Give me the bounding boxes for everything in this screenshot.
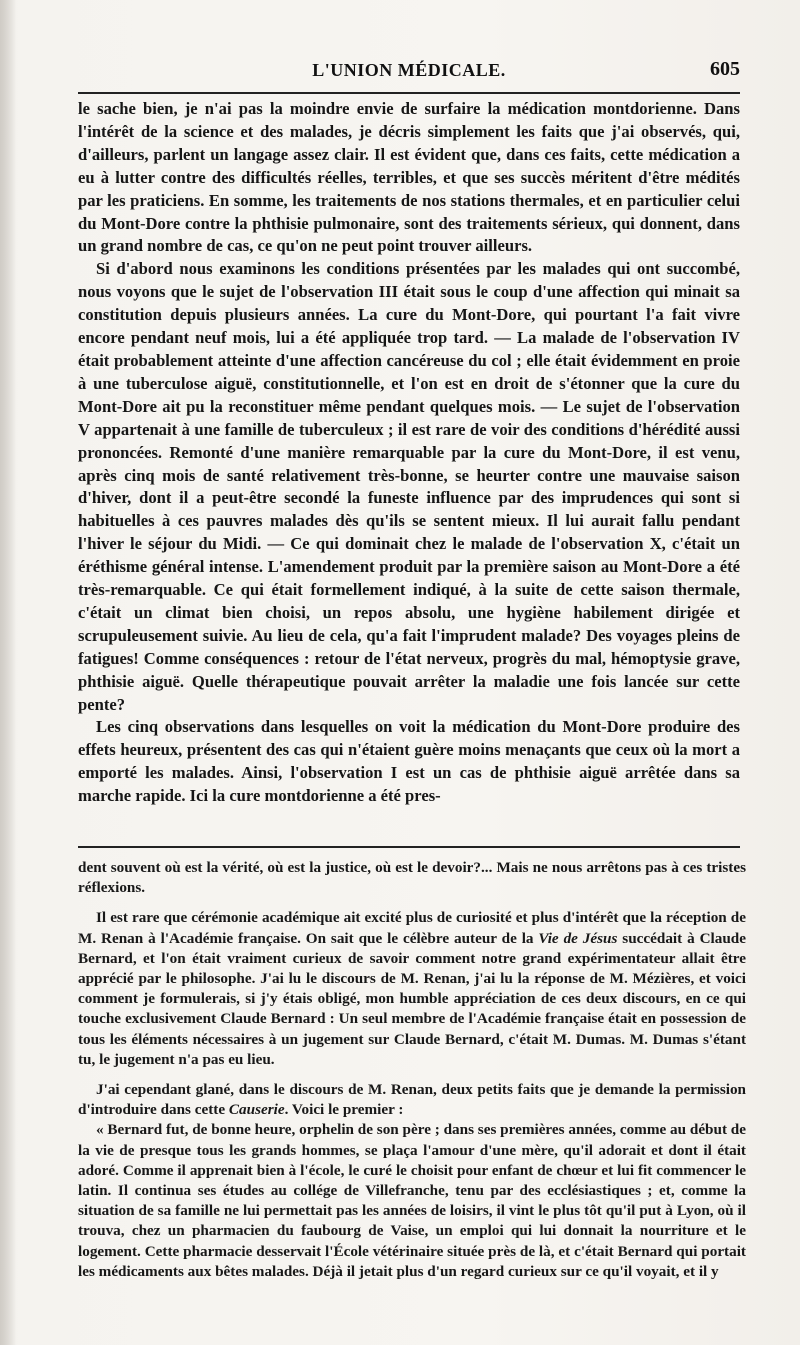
- article-paragraph-3: Les cinq observations dans lesquelles on voit la médication du Mont-Dore produire des effets heureux, présentent des cas qui n'étaient guère moins menaçants que ceux où la mort a emporté les malades. Ainsi, l'observation I est un cas de phthisie aiguë arrêtée dans sa marche rapide. Ici la cure montdorienne a été pres-: [78, 717, 740, 806]
- article-paragraph-2: Si d'abord nous examinons les conditions présentées par les malades qui ont succombé, nous voyons que le sujet de l'observation III était sous le coup d'une affection qui minait sa constitution depuis plusieurs années. La cure du Mont-Dore, qui pourtant l'a fait vivre encore pendant neuf mois, lui a été appliquée trop tard. — La malade de l'observation IV était probablement atteinte d'une affection cancéreuse du col ; elle était évidemment en proie à une tuberculose aiguë, constitutionnelle, et l'on est en droit de s'étonner que la cure du Mont-Dore ait pu la reconstituer même pendant quelques mois. — Le sujet de l'observation V appartenait à une famille de tuberculeux ; il est rare de voir des conditions d'hérédité aussi prononcées. Remonté d'une manière remarquable par la cure du Mont-Dore, il est venu, après cinq mois de santé relativement très-bonne, se heurter contre une mauvaise saison d'hiver, dont il a peut-être secondé la funeste influence par des imprudences qui sont si habituelles à ces pauvres malades dès qu'ils se sentent mieux. Il lui aurait fallu pendant l'hiver le séjour du Midi. — Ce qui dominait chez le malade de l'observation X, c'était un éréthisme général intense. L'amendement produit par la première saison au Mont-Dore a été très-remarquable. Ce qui était formellement indiqué, à la suite de cette saison thermale, c'était un climat bien choisi, un repos absolu, une hygiène habilement dirigée et scrupuleusement suivie. Au lieu de cela, qu'a fait l'imprudent malade? Des voyages pleins de fatigues! Comme conséquences : retour de l'état nerveux, progrès du mal, hémoptysie grave, phthisie aiguë. Quelle thérapeutique pouvait arrêter la maladie une fois lancée sur cette pente?: [78, 259, 740, 714]
- feuilleton-paragraph-3: [78, 1080, 746, 1120]
- page-number: 605: [710, 58, 740, 80]
- feuilleton-paragraph-1: dent souvent où est la vérité, où est la justice, où est le devoir?... Mais ne nous arrêtons pas à ces tristes réflexions.: [78, 859, 746, 897]
- header-rule: [78, 92, 740, 94]
- running-title: L'UNION MÉDICALE.: [312, 60, 506, 80]
- feuilleton-rule: [78, 846, 740, 848]
- book-title-vie-de-jesus: Vie de Jésus: [538, 929, 618, 947]
- feuilleton-quotation: « Bernard fut, de bonne heure, orphelin de son père ; dans ses premières années, comme au début de la vie de presque tous les grands hommes, se plaça l'amour d'une mère, qu'il adorait et dont il était adoré. Comme il apprenait bien à l'école, le curé le choisit pour enfant de chœur et lui fit commencer le latin. Il continua ses études au collége de Villefranche, tenu par des ecclésiastiques ; et, comme la situation de sa famille ne lui permettait pas les années de loisirs, il vint le plus tôt qu'il put à Lyon, où il trouva, chez un pharmacien du faubourg de Vaise, un emploi qui lui donnait la nourriture et le logement. Cette pharmacie desservait l'École vétérinaire située près de là, et c'était Bernard qui portait les médicaments aux bêtes malades. Déjà il jetait plus d'un regard curieux sur ce qu'il voyait, et il y: [78, 1121, 746, 1280]
- feuilleton-paragraph-2: [78, 908, 746, 1070]
- causerie-word: Causerie: [228, 1101, 285, 1119]
- article-paragraph-1: le sache bien, je n'ai pas la moindre envie de surfaire la médication montdorienne. Dans l'intérêt de la science et des malades, je décris simplement les faits que j'ai observés, qui, d'ailleurs, parlent un langage assez clair. Il est évident que, dans ces faits, cette médication a eu à lutter contre des difficultés réelles, terribles, et que ses succès méritent d'être médités par les praticiens. En somme, les traitements de nos stations thermales, et en particulier celui du Mont-Dore contre la phthisie pulmonaire, sont des traitements sérieux, qui donnent, dans un grand nombre de cas, ce qu'on ne peut point trouver ailleurs.: [78, 99, 740, 256]
- feuilleton-p2-text-a: Il est rare que cérémonie académique ait excité plus de curiosité et plus d'intérêt que la réception de M. Renan à l'Académie française. On sait que le célèbre auteur de la: [78, 909, 746, 947]
- feuilleton-p3-text-b: . Voici le premier :: [284, 1101, 404, 1119]
- feuilleton-column: [78, 858, 746, 1282]
- main-article: [78, 98, 740, 808]
- binding-shadow: [0, 0, 16, 1345]
- page-header: [78, 56, 740, 86]
- feuilleton-p2-text-b: succédait à Claude Bernard, et l'on était vraiment curieux de savoir comment notre grand expérimentateur allait être apprécié par le philosophe. J'ai lu le discours de M. Renan, j'ai lu la réponse de M. Mézières, et voici comment je formulerais, si j'y étais obligé, mon humble appréciation de ces deux discours, en ce qui touche exclusivement Claude Bernard : Un seul membre de l'Académie française était en possession de tous les éléments nécessaires à un jugement sur Claude Bernard, c'était M. Dumas. M. Dumas s'étant tu, le jugement n'a pas eu lieu.: [78, 929, 746, 1068]
- feuilleton-p3-text-a: J'ai cependant glané, dans le discours de M. Renan, deux petits faits que je demande la permission d'introduire dans cette: [78, 1081, 746, 1119]
